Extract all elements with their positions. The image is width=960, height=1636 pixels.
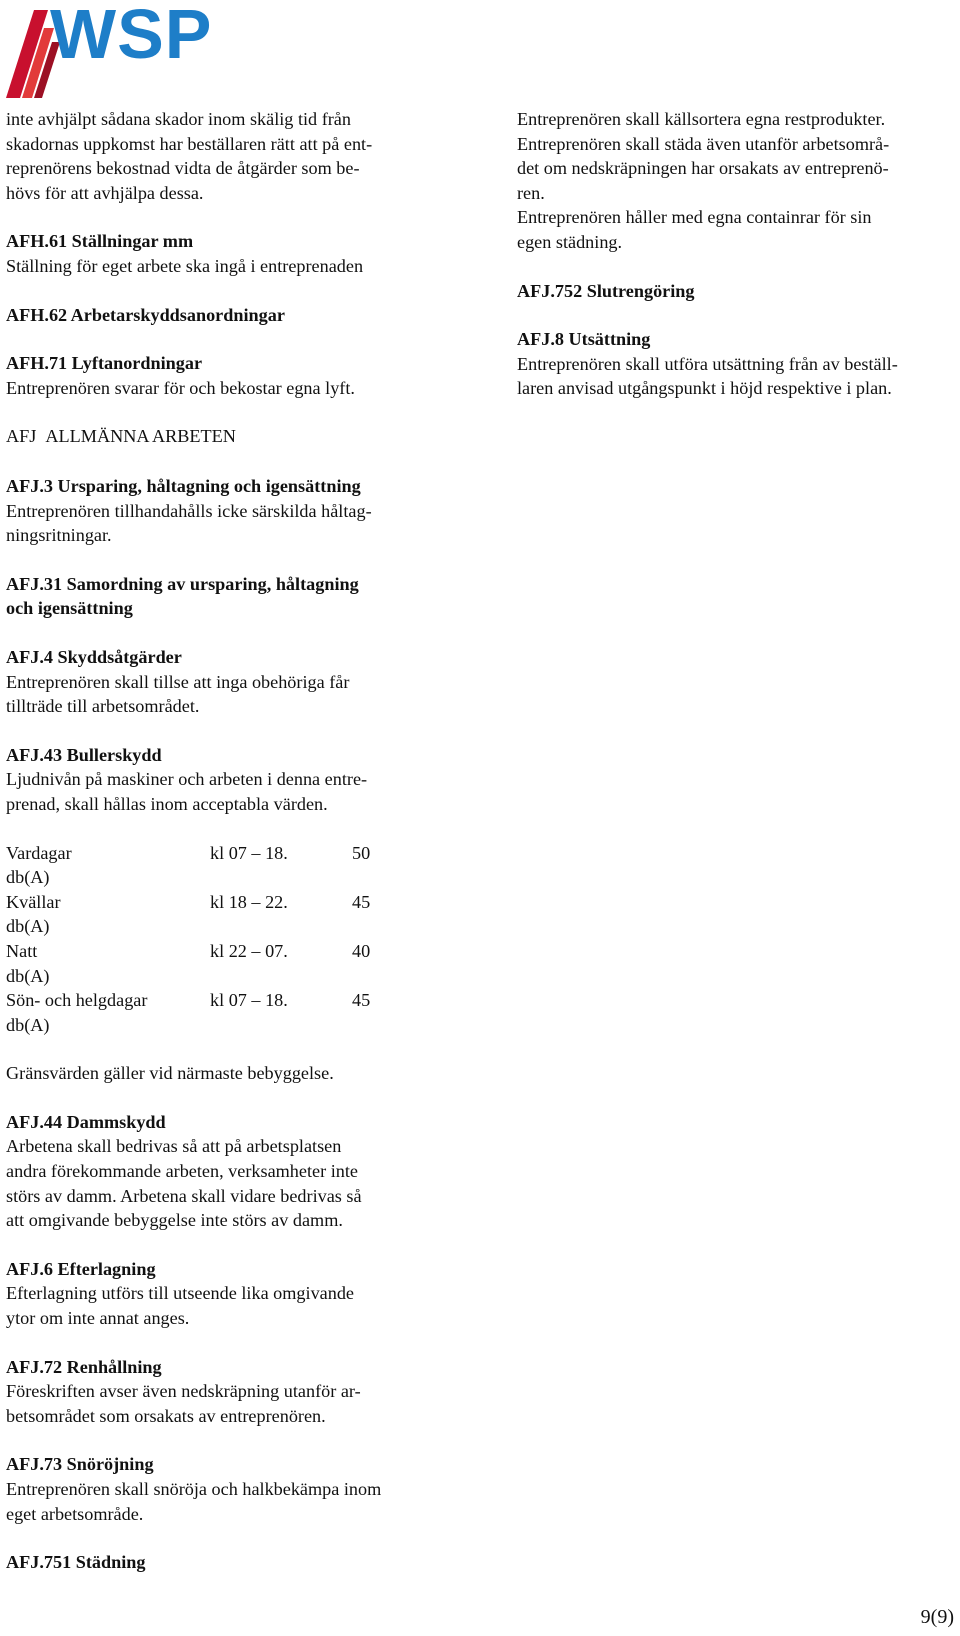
heading-afh61: AFH.61 Ställningar mm [6, 231, 194, 252]
text-afj6: Efterlagning utförs till utseende lika omgivande ytor om inte annat anges. [6, 1283, 354, 1329]
paragraph-sorting: Entreprenören skall källsortera egna restprodukter. Entreprenören skall städa även utanför arbetsområ- det om nedskräpningen har orsakats av entreprenö- ren. Entreprenören håller med egna containrar för sin egen städning. [517, 109, 890, 252]
paragraph-remedy: inte avhjälpt sådana skador inom skälig tid från skadornas uppkomst har beställaren rätt att på ent- reprenörens bekostnad vidta de åtgärder som be- hövs för att avhjälpa dessa. [6, 109, 373, 203]
text-afj3: Entreprenören tillhandahålls icke särskilda håltag- ningsritningar. [6, 500, 372, 546]
heading-afj44: AFJ.44 Dammskydd [6, 1111, 166, 1132]
heading-afj8: AFJ.8 Utsättning [517, 329, 651, 350]
noise-level: 45 [352, 990, 371, 1011]
heading-afj752: AFJ.752 Slutrengöring [517, 280, 695, 301]
heading-afj43: AFJ.43 Bullerskydd [6, 744, 162, 765]
major-heading-code: AFJ [6, 426, 37, 446]
table-row [6, 914, 370, 939]
page-number: 9(9) [920, 1606, 954, 1628]
noise-limits-table [6, 841, 370, 1038]
noise-time: kl 07 – 18. [210, 842, 288, 863]
table-row [6, 988, 370, 1013]
left-column [6, 107, 446, 400]
noise-time: kl 18 – 22. [210, 891, 288, 912]
text-afh71: Entreprenören svarar för och bekostar egna lyft. [6, 377, 355, 398]
heading-afj751: AFJ.751 Städning [6, 1552, 146, 1573]
lower-section [6, 474, 446, 1575]
table-row [6, 939, 370, 964]
text-afj44: Arbetena skall bedrivas så att på arbetsplatsen andra förekommande arbeten, verksamheter inte störs av damm. Arbetena skall vidare bedrivas så att omgivande bebyggelse inte störs av damm. [6, 1136, 362, 1231]
heading-afj31: AFJ.31 Samordning av ursparing, håltagning och igensättning [6, 573, 359, 619]
text-afj4: Entreprenören skall tillse att inga obehöriga får tillträde till arbetsområdet. [6, 671, 350, 717]
heading-afj6: AFJ.6 Efterlagning [6, 1258, 156, 1279]
text-afh61: Ställning för eget arbete ska ingå i entreprenaden [6, 255, 364, 276]
noise-day: Vardagar [6, 842, 72, 863]
table-row [6, 841, 370, 866]
table-row [6, 890, 370, 915]
heading-afh62: AFH.62 Arbetarskyddsanordningar [6, 304, 285, 325]
noise-unit: db(A) [6, 965, 50, 986]
table-row [6, 1013, 370, 1038]
noise-day: Natt [6, 940, 38, 961]
table-row [6, 964, 370, 989]
noise-time: kl 07 – 18. [210, 990, 288, 1011]
heading-afj4: AFJ.4 Skyddsåtgärder [6, 646, 182, 667]
noise-unit: db(A) [6, 916, 50, 937]
noise-note: Gränsvärden gäller vid närmaste bebyggelse. [6, 1063, 334, 1084]
heading-afh71: AFH.71 Lyftanordningar [6, 353, 203, 374]
heading-afj73: AFJ.73 Snöröjning [6, 1454, 154, 1475]
major-heading [6, 426, 236, 447]
noise-day: Sön- och helgdagar [6, 990, 148, 1011]
text-afj73: Entreprenören skall snöröja och halkbekämpa inom eget arbetsområde. [6, 1479, 382, 1524]
major-heading-title: ALLMÄNNA ARBETEN [45, 426, 236, 446]
text-afj72: Föreskriften avser även nedskräpning utanför ar- betsområdet som orsakats av entreprenören. [6, 1381, 361, 1426]
noise-level: 50 [352, 842, 371, 863]
noise-level: 45 [352, 891, 371, 912]
table-row [6, 865, 370, 890]
noise-level: 40 [352, 940, 371, 961]
noise-unit: db(A) [6, 1014, 50, 1035]
text-afj43: Ljudnivån på maskiner och arbeten i denna entre- prenad, skall hållas inom acceptabla värden. [6, 769, 368, 814]
heading-afj3: AFJ.3 Ursparing, håltagning och igensättning [6, 476, 361, 496]
heading-afj72: AFJ.72 Renhållning [6, 1356, 162, 1377]
logo-text: WSP [50, 0, 213, 73]
noise-day: Kvällar [6, 891, 61, 912]
noise-unit: db(A) [6, 867, 50, 888]
noise-time: kl 22 – 07. [210, 940, 288, 961]
wsp-logo [4, 0, 224, 100]
right-column [517, 107, 957, 401]
text-afj8: Entreprenören skall utföra utsättning från av beställ- laren anvisad utgångspunkt i höjd respektive i plan. [517, 353, 898, 399]
